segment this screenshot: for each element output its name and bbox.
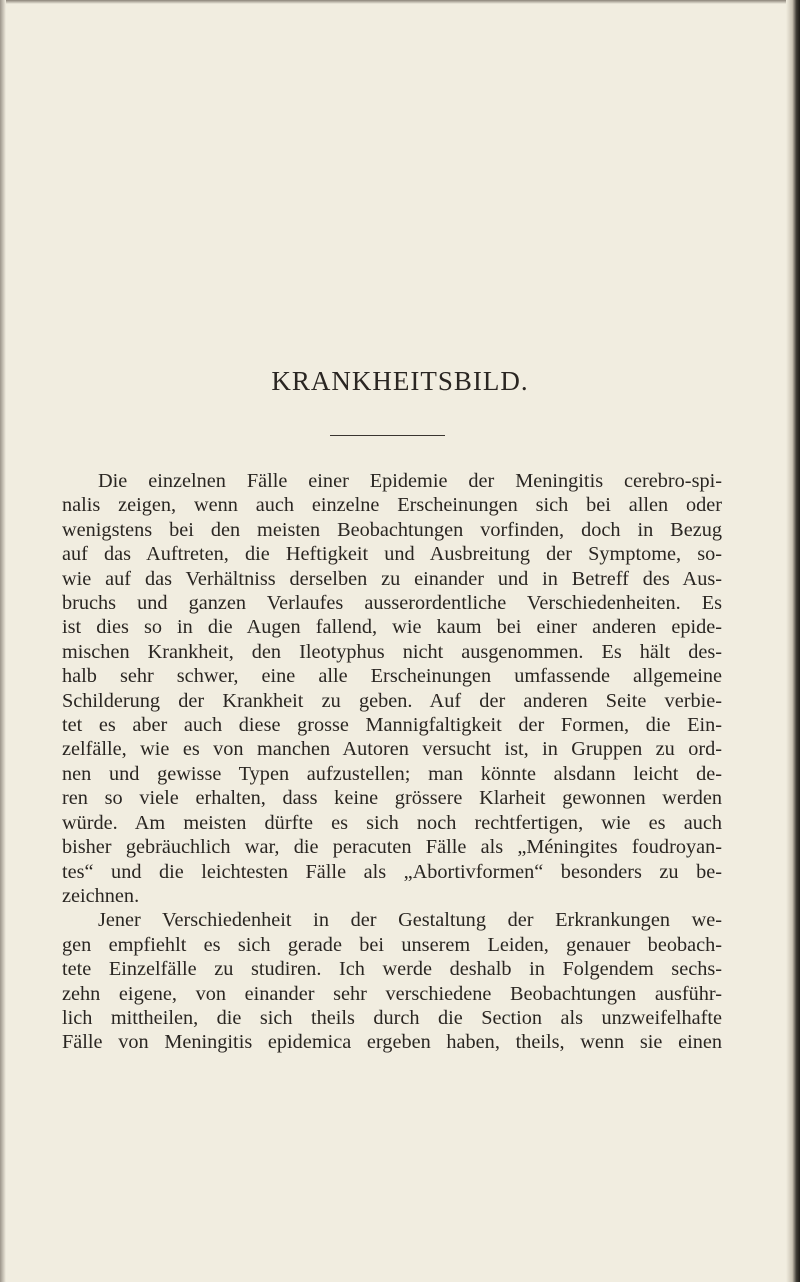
- text-line: mischen Krankheit, den Ileotyphus nicht ausgenommen. Es hält des-: [62, 640, 722, 663]
- chapter-heading: KRANKHEITSBILD.: [271, 366, 529, 396]
- book-binding: [786, 0, 800, 1282]
- paragraph-2: [62, 908, 722, 1054]
- text-line: zelfälle, wie es von manchen Autoren versucht ist, in Gruppen zu ord-: [62, 738, 722, 761]
- page-edge: [0, 0, 800, 4]
- text-line: zehn eigene, von einander sehr verschiedene Beobachtungen ausführ-: [62, 982, 722, 1005]
- text-line: Schilderung der Krankheit zu geben. Auf der anderen Seite verbie-: [62, 689, 722, 712]
- text-line: wie auf das Verhältniss derselben zu einander und in Betreff des Aus-: [62, 567, 722, 590]
- heading-rule: [330, 435, 445, 436]
- text-line: bruchs und ganzen Verlaufes ausserordentliche Verschiedenheiten. Es: [62, 592, 722, 615]
- text-line: nen und gewisse Typen aufzustellen; man könnte alsdann leicht de-: [62, 762, 722, 785]
- text-line: bisher gebräuchlich war, die peracuten Fälle als „Méningites foudroyan-: [62, 836, 722, 859]
- text-line: tes“ und die leichtesten Fälle als „Abortivformen“ besonders zu be-: [62, 860, 722, 883]
- text-line: wenigstens bei den meisten Beobachtungen vorfinden, doch in Bezug: [62, 518, 722, 541]
- text-line: ren so viele erhalten, dass keine grössere Klarheit gewonnen werden: [62, 787, 722, 810]
- text-line: halb sehr schwer, eine alle Erscheinungen umfassende allgemeine: [62, 665, 722, 688]
- text-line: Fälle von Meningitis epidemica ergeben haben, theils, wenn sie einen: [62, 1031, 722, 1054]
- text-line: Jener Verschiedenheit in der Gestaltung der Erkrankungen we-: [98, 909, 722, 932]
- text-line: nalis zeigen, wenn auch einzelne Erscheinungen sich bei allen oder: [62, 494, 722, 517]
- text-line: zeichnen.: [62, 884, 140, 907]
- paragraph-1: [62, 469, 722, 908]
- text-line: lich mittheilen, die sich theils durch die Section als unzweifelhafte: [62, 1006, 722, 1029]
- text-line: gen empfiehlt es sich gerade bei unserem Leiden, genauer beobach-: [62, 933, 722, 956]
- text-line: würde. Am meisten dürfte es sich noch rechtfertigen, wie es auch: [62, 811, 722, 834]
- text-line: tet es aber auch diese grosse Mannigfaltigkeit der Formen, die Ein-: [62, 714, 722, 737]
- page-edge-left: [0, 0, 6, 1282]
- text-line: tete Einzelfälle zu studiren. Ich werde deshalb in Folgendem sechs-: [62, 958, 722, 981]
- text-line: Die einzelnen Fälle einer Epidemie der Meningitis cerebro-spi-: [98, 470, 722, 492]
- text-line: ist dies so in die Augen fallend, wie kaum bei einer anderen epide-: [62, 616, 722, 639]
- text-line: auf das Auftreten, die Heftigkeit und Ausbreitung der Symptome, so-: [62, 543, 722, 566]
- body-text: [62, 469, 722, 1055]
